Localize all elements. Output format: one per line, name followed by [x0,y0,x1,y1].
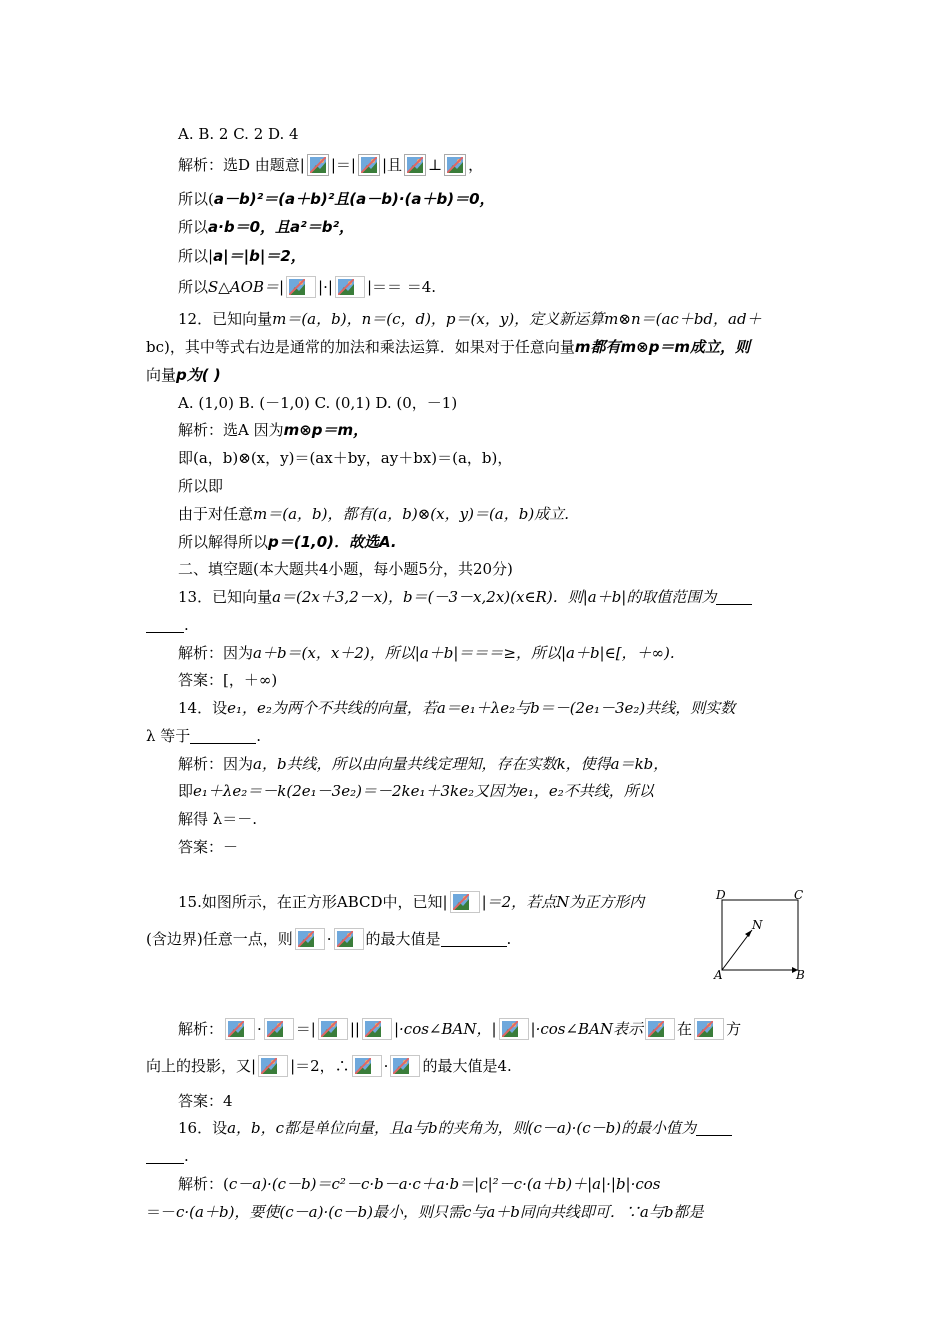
image-placeholder-icon [264,1018,294,1040]
answer-blank [146,618,184,633]
image-placeholder-icon [390,1055,420,1077]
image-placeholder-icon [295,928,325,950]
image-placeholder-icon [358,154,380,176]
image-placeholder-icon [362,1018,392,1040]
answer-line: 答案：[，＋∞) [178,671,278,689]
answer-blank [190,729,256,744]
solution-line: 解析：因为 a＋b＝(x，x＋2)，所以|a＋b|＝＝＝≥，所以|a＋b|∈[，＋∞). [178,644,675,662]
image-placeholder-icon [286,276,316,298]
question-12: 12．已知向量 m＝(a，b)，n＝(c，d)，p＝(x，y)，定义新运算m⊗n＝(ac＋bd，ad＋ [178,310,762,328]
solution-line: 解析：( c－a)·(c－b)＝c²－c·b－a·c＋a·b＝|c|²－c·(a＋b)＋|a|·|b|·cos [178,1175,661,1193]
answer-line: 答案：－ [178,838,239,856]
figure-label-a: A [714,968,723,982]
answer-blank [146,1149,184,1164]
image-placeholder-icon [335,276,365,298]
solution-line: 所以 a·b＝0，且a²＝b²， [178,218,355,236]
image-placeholder-icon [404,154,426,176]
question-13: 13．已知向量 a＝(2x＋3,2－x)，b＝(－3－x,2x)(x∈R)．则|a＋b|的取值范围为 [178,587,752,607]
question-15-cont: (含边界)任意一点，则 · 的最大值是 . [146,930,512,948]
solution-line: 解析：选A 因为 m⊗p＝m， [178,421,369,439]
solution-line: 所以( a－b)²＝(a＋b)²且(a－b)·(a＋b)＝0， [178,190,495,208]
answer-blank [696,1121,732,1136]
image-placeholder-icon [307,154,329,176]
image-placeholder-icon [444,154,466,176]
image-placeholder-icon [694,1018,724,1040]
image-placeholder-icon [450,891,480,913]
figure-label-b: B [796,968,805,982]
solution-line: 即 e₁＋λe₂＝－k(2e₁－3e₂)＝－2ke₁＋3ke₂又因为e₁，e₂不共线，所以 [178,782,654,800]
solution-line: 解析： · ＝| || |·cos∠BAN，| |·cos∠BAN表示 在 方 [178,1020,742,1038]
solution-line: 即(a，b)⊗(x，y)＝(ax＋by，ay＋bx)＝(a，b)， [178,449,513,467]
options-line-12: A. (1,0) B. (－1,0) C. (0,1) D. (0，－1) [178,394,458,412]
solution-line: 向上的投影，又| |＝2，∴ · 的最大值是4. [146,1057,512,1075]
image-placeholder-icon [318,1018,348,1040]
solution-line: 所以| a|＝|b|＝2， [178,247,306,265]
square-abcd-figure [714,888,814,982]
question-14: 14．设 e₁，e₂为两个不共线的向量，若a＝e₁＋λe₂与b＝－(2e₁－3e₂)共线，则实数 [178,699,736,717]
image-placeholder-icon [499,1018,529,1040]
solution-line: 由于对任意 m＝(a，b)，都有(a，b)⊗(x，y)＝(a，b)成立. [178,505,569,523]
question-16: 16．设 a，b，c都是单位向量，且a与b的夹角为，则(c－a)·(c－b)的最小值为 [178,1118,732,1138]
question-15: 15.如图所示，在正方形ABCD中，已知| |＝2，若点N为正方形内 [178,893,645,911]
solution-line: 解析：选D 由题意 | |＝| |且 ⊥ ， [178,156,484,174]
section-heading: 二、填空题(本大题共4小题，每小题5分，共20分) [178,560,513,578]
question-13-cont: . [146,615,189,635]
figure-label-c: C [794,888,804,902]
solution-line: ＝－ c·(a＋b)，要使(c－a)·(c－b)最小，则只需c与a＋b同向共线即可．∵a与b都是 [146,1203,704,1221]
answer-line: 答案：4 [178,1092,233,1110]
figure-label-d: D [716,888,726,902]
figure-label-n: N [752,918,763,932]
question-16-cont: . [146,1146,189,1166]
options-line-11: A. B. 2 C. 2 D. 4 [178,125,299,143]
solution-line: 所以解得所以 p＝(1,0)．故选A. [178,533,397,551]
question-12-cont: 向量 p为( ) [146,366,221,384]
image-placeholder-icon [225,1018,255,1040]
solution-line: 解得 λ＝－. [178,810,258,828]
solution-line: 所以 S△AOB＝| |·| |＝＝ ＝4. [178,278,437,296]
image-placeholder-icon [258,1055,288,1077]
question-14-cont: λ 等于 . [146,727,262,745]
answer-blank [716,590,752,605]
image-placeholder-icon [645,1018,675,1040]
answer-blank [441,932,507,947]
image-placeholder-icon [352,1055,382,1077]
image-placeholder-icon [334,928,364,950]
solution-line: 解析：因为 a，b共线，所以由向量共线定理知，存在实数k，使得a＝kb， [178,755,669,773]
solution-line: 所以即 [178,477,224,495]
question-12-cont: bc)，其中等式右边是通常的加法和乘法运算．如果对于任意向量 m都有m⊗p＝m成立，则 [146,338,751,356]
